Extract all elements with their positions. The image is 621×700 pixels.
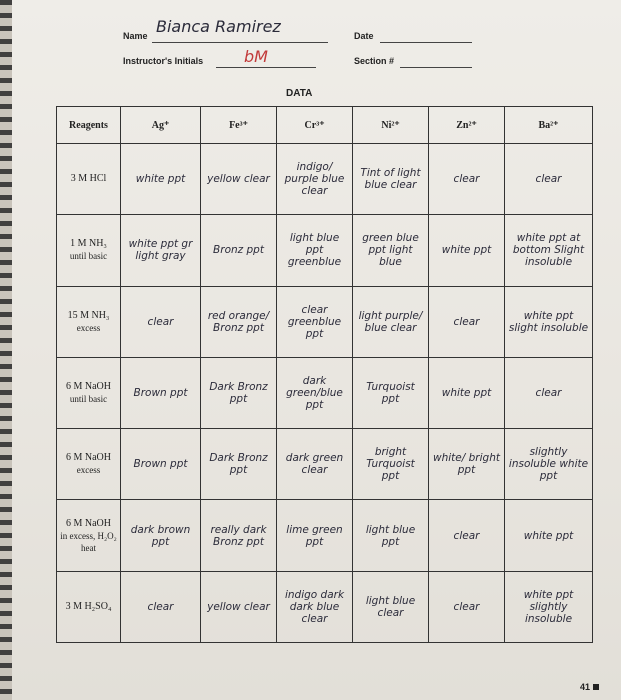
reagent-name: 3 M H₂SO₄	[65, 600, 112, 612]
reagent-name: 1 M NH₃	[70, 238, 107, 250]
observation-cell: light blue ppt greenblue	[277, 215, 353, 286]
square-marker-icon	[593, 684, 599, 690]
reagent-condition: excess	[76, 465, 101, 476]
observation-cell: Tint of light blue clear	[353, 144, 429, 215]
observation-cell: clear	[121, 571, 201, 642]
observation-cell: yellow clear	[201, 144, 277, 215]
name-label: Name	[123, 31, 148, 41]
observation-cell: dark green/blue ppt	[277, 357, 353, 428]
reagent-cell	[57, 357, 121, 428]
reagent-cell	[57, 144, 121, 215]
reagent-condition: until basic	[69, 393, 108, 404]
name-line	[152, 42, 328, 43]
instructor-label: Instructor's Initials	[123, 56, 204, 66]
date-line	[380, 42, 472, 43]
observation-cell: clear	[505, 144, 593, 215]
reagent-cell	[57, 571, 121, 642]
observation-cell: Dark Bronz ppt	[201, 357, 277, 428]
page-number	[580, 682, 599, 692]
observation-cell: white ppt slightly insoluble	[505, 571, 593, 642]
table-row	[57, 286, 593, 357]
reagent-cell	[57, 215, 121, 286]
reagent-cell	[57, 500, 121, 571]
observation-cell: green blue ppt light blue	[353, 215, 429, 286]
reagent-condition: until basic	[69, 251, 108, 262]
data-title: DATA	[286, 88, 313, 99]
observation-cell: indigo dark dark blue clear	[277, 571, 353, 642]
reagent-name: 6 M NaOH	[66, 517, 111, 529]
table-row	[57, 429, 593, 500]
observation-cell: Bronz ppt	[201, 215, 277, 286]
section-line	[400, 67, 472, 68]
section-label: Section #	[354, 56, 395, 66]
reagent-condition: excess	[76, 322, 101, 333]
observation-cell: Dark Bronz ppt	[201, 429, 277, 500]
observation-cell: clear	[429, 286, 505, 357]
observation-cell: lime green ppt	[277, 500, 353, 571]
observation-cell: indigo/ purple blue clear	[277, 144, 353, 215]
name-value: Bianca Ramirez	[156, 17, 281, 36]
observation-cell: white ppt slight insoluble	[505, 286, 593, 357]
column-header-fe: Fe³⁺	[201, 107, 277, 144]
observation-cell: white ppt	[429, 215, 505, 286]
reagent-name: 15 M NH₃	[67, 309, 110, 321]
observation-cell: white ppt	[121, 144, 201, 215]
observation-cell: light blue clear	[353, 571, 429, 642]
observation-cell: white ppt	[429, 357, 505, 428]
observation-cell: Brown ppt	[121, 357, 201, 428]
observation-cell: white ppt	[505, 500, 593, 571]
observation-cell: clear	[429, 500, 505, 571]
observation-cell: white ppt at bottom Slight insoluble	[505, 215, 593, 286]
table-row	[57, 144, 593, 215]
column-header-ba: Ba²⁺	[505, 107, 593, 144]
observation-cell: clear	[505, 357, 593, 428]
observation-cell: white/ bright ppt	[429, 429, 505, 500]
observation-cell: Turquoist ppt	[353, 357, 429, 428]
observation-cell: dark green clear	[277, 429, 353, 500]
column-header-ag: Ag⁺	[121, 107, 201, 144]
observation-cell: bright Turquoist ppt	[353, 429, 429, 500]
table-row	[57, 500, 593, 571]
header-row	[57, 107, 593, 144]
instructor-line	[216, 67, 316, 68]
reagent-name: 6 M NaOH	[66, 452, 111, 464]
observation-cell: white ppt gr light gray	[121, 215, 201, 286]
reagent-name: 3 M HCl	[70, 173, 107, 185]
instructor-initials: bM	[244, 47, 268, 66]
table-row	[57, 215, 593, 286]
observation-cell: light purple/ blue clear	[353, 286, 429, 357]
observation-cell: clear greenblue ppt	[277, 286, 353, 357]
reagent-cell	[57, 429, 121, 500]
observation-cell: yellow clear	[201, 571, 277, 642]
column-header-cr: Cr³⁺	[277, 107, 353, 144]
reagent-cell	[57, 286, 121, 357]
observation-cell: red orange/ Bronz ppt	[201, 286, 277, 357]
observation-cell: clear	[429, 144, 505, 215]
reagent-condition: in excess, H₂O₂ heat	[60, 530, 117, 553]
observation-cell: dark brown ppt	[121, 500, 201, 571]
observation-cell: slightly insoluble white ppt	[505, 429, 593, 500]
table-row	[57, 571, 593, 642]
table-row	[57, 357, 593, 428]
observation-cell: really dark Bronz ppt	[201, 500, 277, 571]
column-header-zn: Zn²⁺	[429, 107, 505, 144]
observation-cell: Brown ppt	[121, 429, 201, 500]
data-table	[56, 106, 593, 643]
observation-cell: light blue ppt	[353, 500, 429, 571]
observation-cell: clear	[121, 286, 201, 357]
column-header-ni: Ni²⁺	[353, 107, 429, 144]
date-label: Date	[354, 31, 374, 41]
reagent-name: 6 M NaOH	[66, 380, 111, 392]
observation-cell: clear	[429, 571, 505, 642]
column-header-reagents: Reagents	[57, 107, 121, 144]
page-number-text: 41	[579, 682, 590, 692]
